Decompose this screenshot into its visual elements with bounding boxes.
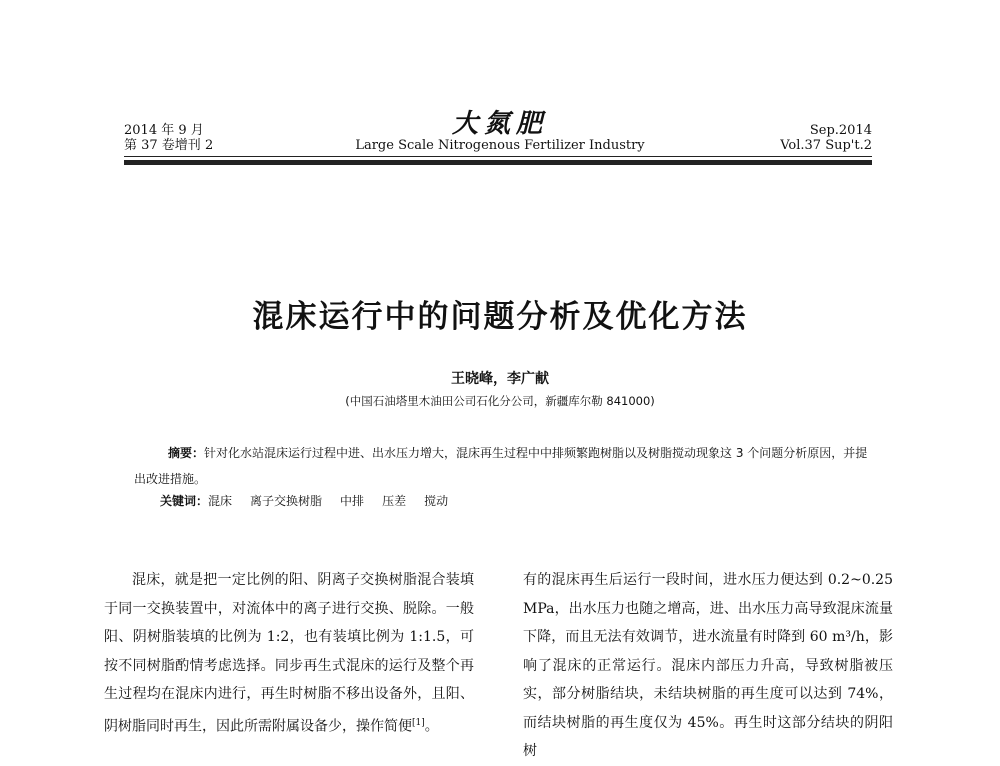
citation-ref: [1] [412, 717, 425, 728]
header-rule-thin [124, 156, 872, 157]
abstract-text: 针对化水站混床运行过程中进、出水压力增大，混床再生过程中中排频繁跑树脂以及树脂搅动现象这 3 个问题分析原因，并提出改进措施。 [134, 446, 868, 486]
article-affiliation: (中国石油塔里木油田公司石化分公司，新疆库尔勒 841000) [345, 394, 655, 408]
body-column-right [523, 566, 893, 766]
journal-name-en: Large Scale Nitrogenous Fertilizer Industry [355, 138, 645, 153]
article-authors: 王晓峰，李广献 [451, 371, 549, 387]
keyword: 中排 [340, 494, 365, 508]
abstract-label: 摘要： [168, 446, 205, 460]
keywords [160, 492, 466, 509]
body-left-text: 混床，就是把一定比例的阳、阴离子交换树脂混合装填于同一交换装置中，对流体中的离子进行交换、脱除。一般阳、阴树脂装填的比例为 1:2，也有装填比例为 1:1.5，可按不同树脂酌情考虑选择。同步再生式混床的运行及整个再生过程均在混床内进行，再生时树脂不移出设备外，且阳、阴树脂同时再生，因此所需附属设备少，操作简便 [104, 572, 474, 735]
header-date-en: Sep.2014 [809, 123, 872, 138]
keyword: 混床 [208, 494, 233, 508]
header-volume-en: Vol.37 Sup't.2 [780, 138, 872, 153]
header-volume-cn: 第 37 卷增刊 2 [124, 138, 214, 153]
keyword: 压差 [382, 494, 407, 508]
article-title: 混床运行中的问题分析及优化方法 [252, 299, 748, 335]
header-rule-thick [124, 160, 872, 165]
keyword: 搅动 [424, 494, 449, 508]
body-column-left: 混床，就是把一定比例的阳、阴离子交换树脂混合装填于同一交换装置中，对流体中的离子进行交换、脱除。一般阳、阴树脂装填的比例为 1:2，也有装填比例为 1:1.5，可按不同树脂酌情考虑选择。同步再生式混床的运行及整个再生过程均在混床内进行，再生时树脂不移出设备外，且阳、阴树脂同时再生，因此所需附属设备少，操作简便[1]。 [104, 572, 474, 735]
header-date-cn: 2014 年 9 月 [124, 123, 204, 138]
body-right-text: 有的混床再生后运行一段时间，进水压力便达到 0.2~0.25 MPa，出水压力也随之增高，进、出水压力高导致混床流量下降，而且无法有效调节，进水流量有时降到 60 m³/h，影响了混床的正常运行。混床内部压力升高，导致树脂被压实，部分树脂结块，未结块树脂的再生度可以达到 74%，而结块树脂的再生度仅为 45%。再生时这部分结块的阴阳树 [523, 572, 893, 759]
journal-logo: 大氮肥 [451, 109, 548, 139]
keywords-label: 关键词： [160, 494, 209, 508]
header-right [780, 123, 872, 153]
abstract [134, 440, 869, 492]
keyword: 离子交换树脂 [250, 494, 323, 508]
